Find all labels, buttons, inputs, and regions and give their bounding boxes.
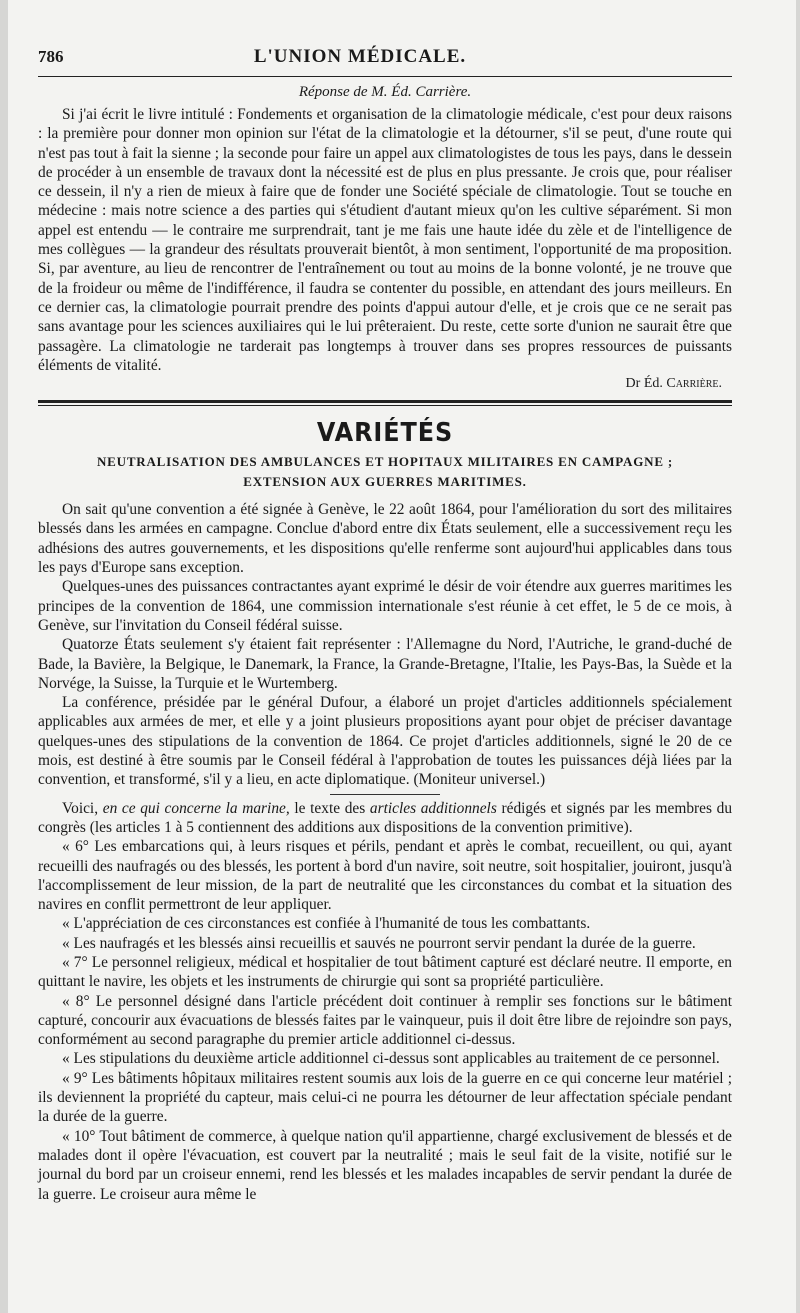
body-paragraph: On sait qu'une convention a été signée à Genève, le 22 août 1864, pour l'amélioration du sort des militaires blessés dans les armées en campagne. Conclue d'abord entre dix États seulement, elle a successivement reçu les adhésions des autres gouvernements, et les dispositions qu'elle renferme sont aujourd'hui applicables dans tous les pays d'Europe sans exception.: [38, 501, 732, 577]
body-paragraph: La conférence, présidée par le général Dufour, a élaboré un projet d'articles additionnels spécialement applicables aux armées de mer, et elle y a joint plusieurs propositions ayant pour objet de préciser davantage quelques-unes des stipulations de la convention de 1864. Ce projet d'articles additionnels, signé le 20 de ce mois, est destiné à être soumis par le Conseil fédéral à l'approbation de toutes les puissances déjà liées par la convention, et transformé, s'il y a lieu, en acte diplomatique. (Moniteur universel.): [38, 694, 732, 789]
articles-intro: [38, 799, 732, 838]
articles-intro-italic2: articles additionnels: [369, 799, 497, 817]
article-item: « Les stipulations du deuxième article additionnel ci-dessus sont applicables au traitement de ce personnel.: [62, 1050, 720, 1068]
reply-paragraph: Si j'ai écrit le livre intitulé : Fondements et organisation de la climatologie médicale, c'est pour deux raisons : la première pour donner mon opinion sur l'état de la climatologie et la détourner, s'il se peut, d'une route qui n'est pas tout à fait la sienne ; la seconde pour faire un appel aux climatologistes de tous les pays, dans le dessein de procéder à un ensemble de travaux dont la nécessité est de plus en plus pressante. Je crois que, pour réaliser ce dessein, il n'y a rien de mieux à faire que de fonder une Société spéciale de climatologie. Tout se touche en médecine : mais notre science a des parties qui s'étudient d'autant mieux qu'on les cultive séparément. Si mon appel est entendu — le contraire me surprendrait, tant je me fais une haute idée du zèle et de l'intelligence de mes collègues — la grandeur des résultats prouverait bientôt, à mon sentiment, l'opportunité de ma proposition. Si, par aventure, au lieu de rencontrer de l'entraînement ou tout au moins de la bonne volonté, je ne trouve que de la froideur ou même de l'indifférence, il faudra se contenter du possible, en attendant des jours meilleurs. En ce dernier cas, la climatologie pourrait prendre des points d'appui autour d'elle, et je crois que ce ne serait pas sans avantage pour les sciences auxiliaires qui le lui prêteraient. Du reste, cette sorte d'union ne saurait être que passagère. La climatologie ne tarderait pas longtemps à trouver dans ses propres ressources de puissants éléments de vitalité.: [38, 106, 732, 374]
article-item: « 6° Les embarcations qui, à leurs risques et périls, pendant et après le combat, recueillent, ou qui, ayant recueilli des naufragés ou des blessés, les portent à bord d'un navire, soit neutre, soit hospitalier, jouiront, jusqu'à l'accomplissement de leur mission, de la part de neutralité que les circonstances du combat et la situation des navires en conflit permettront de leur appliquer.: [38, 838, 732, 914]
journal-title: L'UNION MÉDICALE.: [253, 46, 467, 67]
newspaper-page: [8, 0, 796, 1313]
reply-heading: [38, 84, 732, 101]
articles-intro-middle: le texte des: [294, 799, 366, 817]
articles-intro-after: rédigés et signés par les membres du congrès (les articles 1 à 5 contiennent des additions aux dispositions de la convention primitive).: [38, 799, 733, 836]
running-head: [38, 46, 732, 77]
article-item: « 8° Le personnel désigné dans l'article précédent doit continuer à remplir ses fonctions sur le bâtiment capturé, concourir aux évacuations de blessés faites par le vainqueur, puis il doit être libre de rejoindre son pays, conformément au second paragraphe du premier article additionnel ci-dessus.: [38, 992, 732, 1049]
articles-intro-before: Voici,: [62, 799, 99, 817]
signature-name: Carrière.: [666, 376, 722, 392]
article-item: « 7° Le personnel religieux, médical et hospitalier de tout bâtiment capturé est déclaré neutre. Il emporte, en quittant le navire, les objets et les instruments de chirurgie qui sont sa propriété particulière.: [38, 953, 732, 991]
article-item: « L'appréciation de ces circonstances est confiée à l'humanité de tous les combattants.: [62, 915, 591, 933]
article-item: « Les naufragés et les blessés ainsi recueillis et sauvés ne pourront servir pendant la durée de la guerre.: [62, 934, 696, 952]
section-title: VARIÉTÉS: [316, 418, 454, 449]
short-divider: [330, 794, 440, 795]
body-paragraph: Quatorze États seulement s'y étaient fait représenter : l'Allemagne du Nord, l'Autriche, le grand-duché de Bade, la Bavière, la Belgique, le Danemark, la France, la Grande-Bretagne, l'Italie, les Pays-Bas, la Suède et la Norvége, la Suisse, la Turquie et le Wurtemberg.: [38, 636, 732, 692]
page-number: 786: [38, 47, 64, 66]
page-content: [38, 46, 732, 1204]
reply-heading-name: Éd. Carrière.: [391, 84, 472, 100]
article-item: « 9° Les bâtiments hôpitaux militaires restent soumis aux lois de la guerre en ce qui concerne leur matériel ; ils deviennent la propriété du capteur, mais celui-ci ne pourra les détourner de leur affectation spéciale pendant la durée de la guerre.: [38, 1069, 732, 1126]
article-item: « 10° Tout bâtiment de commerce, à quelque nation qu'il appartienne, chargé exclusivement de blessés et de malades dont il opère l'évacuation, est couvert par la neutralité ; mais le seul fait de la visite, notifié sur le journal du bord par un croiseur ennemi, rend les blessés et les malades incapables de servir pendant la durée de la guerre. Le croiseur aura même le: [38, 1127, 732, 1203]
section-subtitle-line2: EXTENSION AUX GUERRES MARITIMES.: [243, 474, 527, 490]
body-paragraph: Quelques-unes des puissances contractantes ayant exprimé le désir de voir étendre aux guerres maritimes les principes de la convention de 1864, une commission internationale s'est réunie à cet effet, le 5 de ce mois, à Genève, sur l'invitation du Conseil fédéral suisse.: [38, 578, 732, 634]
signature-prefix: Dr Éd.: [625, 376, 663, 392]
reply-heading-prefix: Réponse de M.: [298, 84, 388, 100]
section-divider: [38, 400, 732, 406]
articles-intro-italic1: en ce qui concerne la marine,: [102, 799, 290, 817]
section-subtitle-line1: NEUTRALISATION DES AMBULANCES ET HOPITAUX MILITAIRES EN CAMPAGNE ;: [96, 454, 673, 470]
signature: [38, 376, 732, 392]
